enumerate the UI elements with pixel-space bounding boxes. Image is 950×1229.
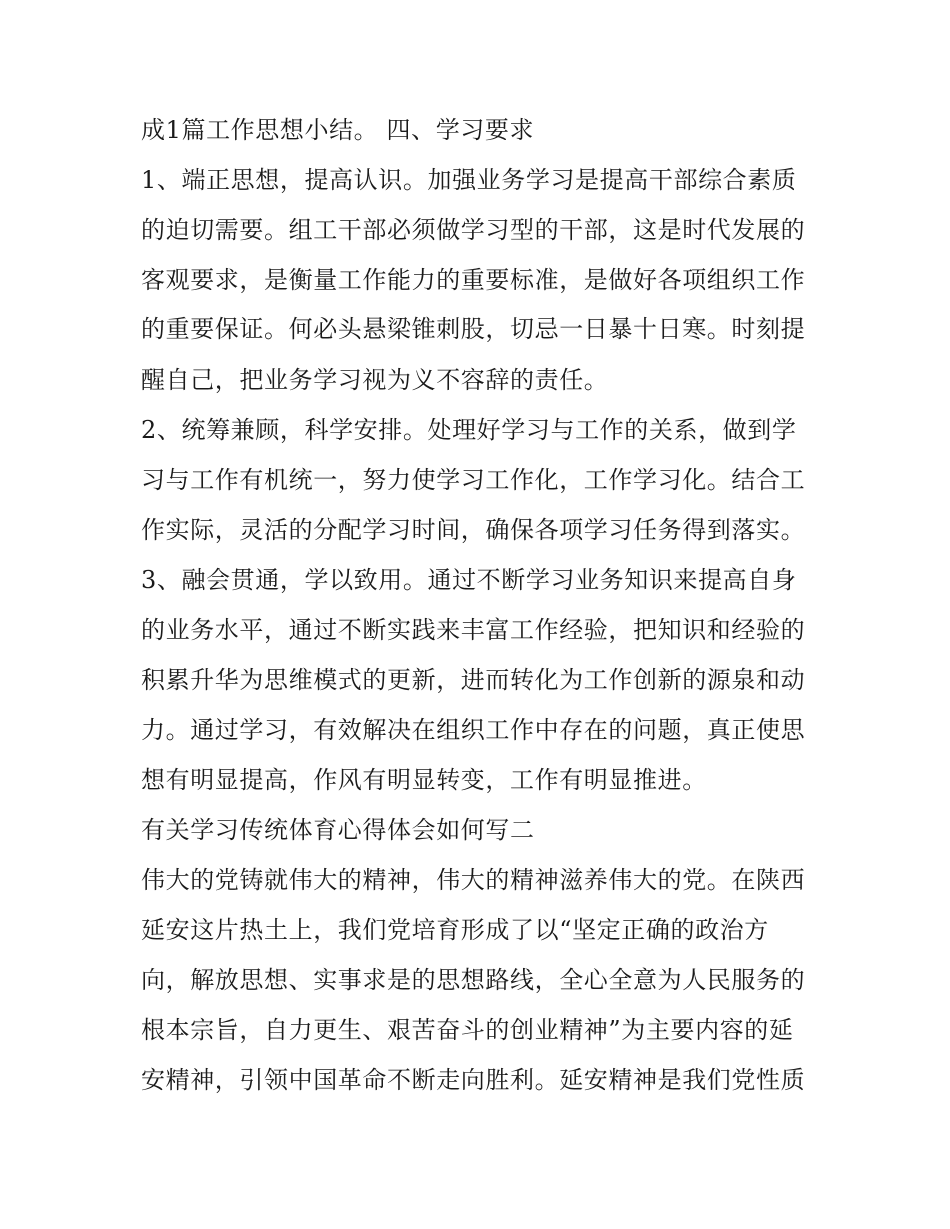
text-line: 醒自己，把业务学习视为义不容辞的责任。 [141, 366, 609, 394]
text-line: 延安这片热土上，我们党培育形成了以“坚定正确的政治方 [141, 916, 769, 944]
text-line: 习与工作有机统一，努力使学习工作化，工作学习化。结合工 [141, 466, 806, 494]
text-line: 1、端正思想，提高认识。加强业务学习是提高干部综合素质 [141, 166, 797, 194]
text-line: 向，解放思想、实事求是的思想路线，全心全意为人民服务的 [141, 966, 806, 994]
text-line: 的重要保证。何必头悬梁锥刺股，切忌一日暴十日寒。时刻提 [141, 315, 806, 343]
text-line: 想有明显提高，作风有明显转变，工作有明显推进。 [141, 766, 707, 794]
text-line: 积累升华为思维模式的更新，进而转化为工作创新的源泉和动 [141, 666, 806, 694]
text-line: 力。通过学习，有效解决在组织工作中存在的问题，真正使思 [141, 716, 806, 744]
text-line: 安精神，引领中国革命不断走向胜利。延安精神是我们党性质 [141, 1066, 806, 1094]
section-heading: 有关学习传统体育心得体会如何写二 [141, 816, 535, 844]
text-line: 3、融会贯通，学以致用。通过不断学习业务知识来提高自身 [141, 566, 797, 594]
text-line: 根本宗旨，自力更生、艰苦奋斗的创业精神”为主要内容的延 [141, 1016, 794, 1044]
text-line: 客观要求，是衡量工作能力的重要标准，是做好各项组织工作 [141, 266, 806, 294]
text-line: 2、统筹兼顾，科学安排。处理好学习与工作的关系，做到学 [141, 416, 797, 444]
text-line: 的迫切需要。组工干部必须做学习型的干部，这是时代发展的 [141, 216, 806, 244]
text-line: 作实际，灵活的分配学习时间，确保各项学习任务得到落实。 [141, 516, 806, 544]
text-line: 的业务水平，通过不断实践来丰富工作经验，把知识和经验的 [141, 616, 806, 644]
text-line: 成1篇工作思想小结。 四、学习要求 [141, 116, 535, 144]
text-line: 伟大的党铸就伟大的精神，伟大的精神滋养伟大的党。在陕西 [141, 866, 806, 894]
